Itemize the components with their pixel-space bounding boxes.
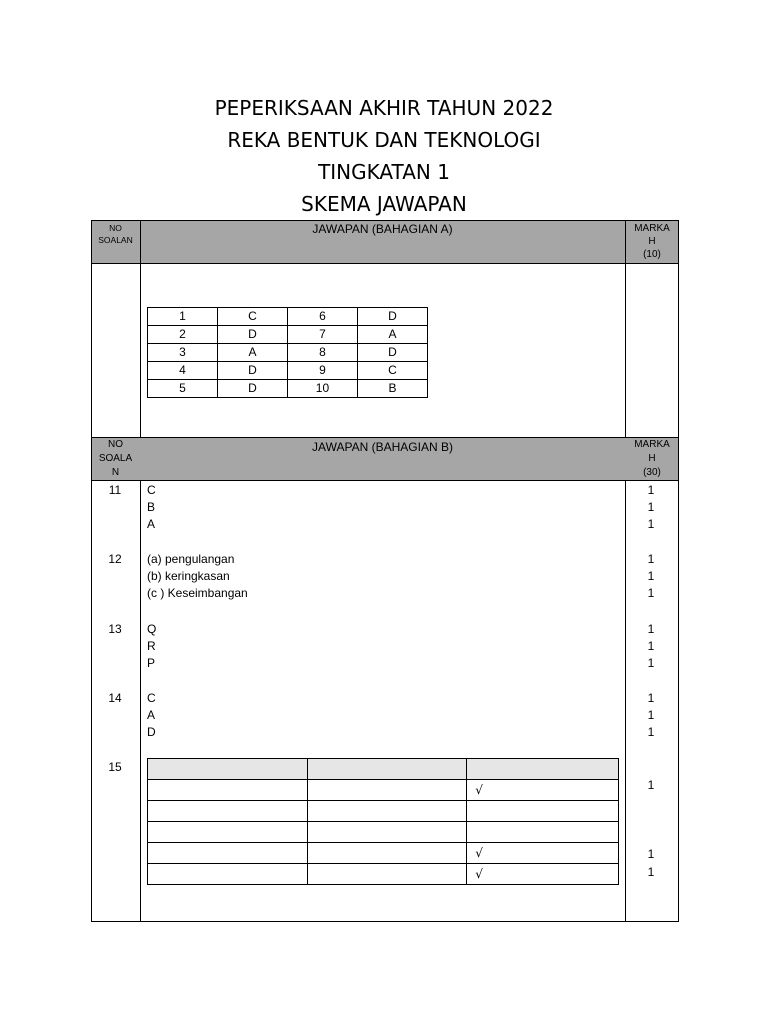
answer-row (148, 362, 428, 380)
answer-cell: C (217, 308, 287, 326)
section-a-no-label (91, 222, 140, 246)
mark-value: 1 (647, 708, 655, 722)
q15-row (148, 780, 619, 801)
q15-header-row (148, 759, 619, 780)
document-title (0, 92, 768, 220)
title-line-2: REKA BENTUK DAN TEKNOLOGI (227, 128, 541, 152)
question-number: 13 (108, 622, 122, 636)
section-a-marks-label (625, 222, 679, 261)
title-line-3: TINGKATAN 1 (318, 160, 450, 184)
q15-mark: 1 (647, 778, 655, 792)
section-a-header: JAWAPAN (BAHAGIAN A) (312, 222, 453, 236)
mark-value: 1 (647, 569, 655, 583)
q15-check-cell: √ (467, 843, 619, 864)
answer-cell: C (358, 362, 428, 380)
answer-line: (b) keringkasan (147, 569, 230, 583)
section-a-answer-table (147, 307, 428, 398)
answer-row (148, 326, 428, 344)
answer-cell: D (358, 344, 428, 362)
marks-total-b: (30) (643, 467, 661, 478)
section-b-marks-label (625, 438, 679, 480)
q15-check-cell (467, 801, 619, 822)
answer-cell: D (217, 326, 287, 344)
section-b-no-label (91, 438, 140, 480)
question-number-cell: 7 (287, 326, 357, 344)
q15-cell (307, 843, 467, 864)
question-number: 11 (108, 483, 122, 497)
section-b-header: JAWAPAN (BAHAGIAN B) (312, 440, 453, 454)
q15-row (148, 864, 619, 885)
answer-line: Q (147, 622, 157, 636)
q15-row (148, 822, 619, 843)
question-number-cell: 1 (148, 308, 218, 326)
answer-line: A (147, 517, 156, 531)
no-label-line: NO (108, 439, 123, 450)
question-number-cell: 6 (287, 308, 357, 326)
answer-line: C (147, 691, 156, 705)
q15-cell (148, 864, 308, 885)
question-number: 12 (108, 552, 122, 566)
q15-cell (148, 759, 308, 780)
answer-cell: A (217, 344, 287, 362)
answer-line: P (147, 656, 156, 670)
soalan-label-line: SOALAN (98, 235, 133, 245)
q15-mark: 1 (647, 865, 655, 879)
answer-line: D (147, 725, 156, 739)
question-15-number: 15 (108, 760, 122, 774)
answer-row (148, 344, 428, 362)
q15-check-cell: √ (467, 864, 619, 885)
mark-value: 1 (647, 639, 655, 653)
q15-cell (148, 801, 308, 822)
answer-line: C (147, 483, 156, 497)
q15-check-cell: √ (467, 780, 619, 801)
answer-row (148, 308, 428, 326)
question-number-cell: 4 (148, 362, 218, 380)
question-number-cell: 5 (148, 380, 218, 398)
mark-value: 1 (647, 483, 655, 497)
answer-cell: B (358, 380, 428, 398)
mark-value: 1 (647, 517, 655, 531)
answer-line: (c ) Keseimbangan (147, 586, 248, 600)
answer-line: A (147, 708, 156, 722)
marks-label-line: MARKA (634, 439, 670, 450)
q15-cell (307, 822, 467, 843)
no-label-line: NO (109, 223, 122, 233)
title-line-4: SKEMA JAWAPAN (301, 192, 467, 216)
q15-cell (148, 822, 308, 843)
mark-value: 1 (647, 725, 655, 739)
answer-line: R (147, 639, 156, 653)
answer-cell: D (217, 380, 287, 398)
n-label-line: N (111, 467, 120, 478)
mark-value: 1 (647, 552, 655, 566)
q15-row (148, 843, 619, 864)
q15-cell (148, 843, 308, 864)
answer-cell: D (358, 308, 428, 326)
soala-label-line: SOALA (98, 453, 133, 464)
question-number-cell: 2 (148, 326, 218, 344)
q15-mark: 1 (647, 847, 655, 861)
answer-row (148, 380, 428, 398)
q15-check-cell (467, 822, 619, 843)
q15-cell (307, 780, 467, 801)
q15-cell (307, 759, 467, 780)
mark-value: 1 (647, 500, 655, 514)
answer-cell: A (358, 326, 428, 344)
mark-value: 1 (647, 691, 655, 705)
marks-label-line: MARKA (634, 223, 670, 234)
q15-cell (467, 759, 619, 780)
question-number-cell: 9 (287, 362, 357, 380)
question-number-cell: 10 (287, 380, 357, 398)
marks-label-line: H (648, 453, 656, 464)
q15-cell (148, 780, 308, 801)
answer-cell: D (217, 362, 287, 380)
mark-value: 1 (647, 622, 655, 636)
question-number-cell: 8 (287, 344, 357, 362)
q15-cell (307, 801, 467, 822)
marks-total-a: (10) (643, 249, 661, 260)
q15-row (148, 801, 619, 822)
question-number: 14 (108, 691, 122, 705)
marks-label-line: H (648, 236, 656, 247)
answer-line: B (147, 500, 156, 514)
question-15-table (147, 758, 619, 885)
question-number-cell: 3 (148, 344, 218, 362)
q15-cell (307, 864, 467, 885)
mark-value: 1 (647, 586, 655, 600)
answer-line: (a) pengulangan (147, 552, 235, 566)
mark-value: 1 (647, 656, 655, 670)
title-line-1: PEPERIKSAAN AKHIR TAHUN 2022 (214, 96, 554, 120)
